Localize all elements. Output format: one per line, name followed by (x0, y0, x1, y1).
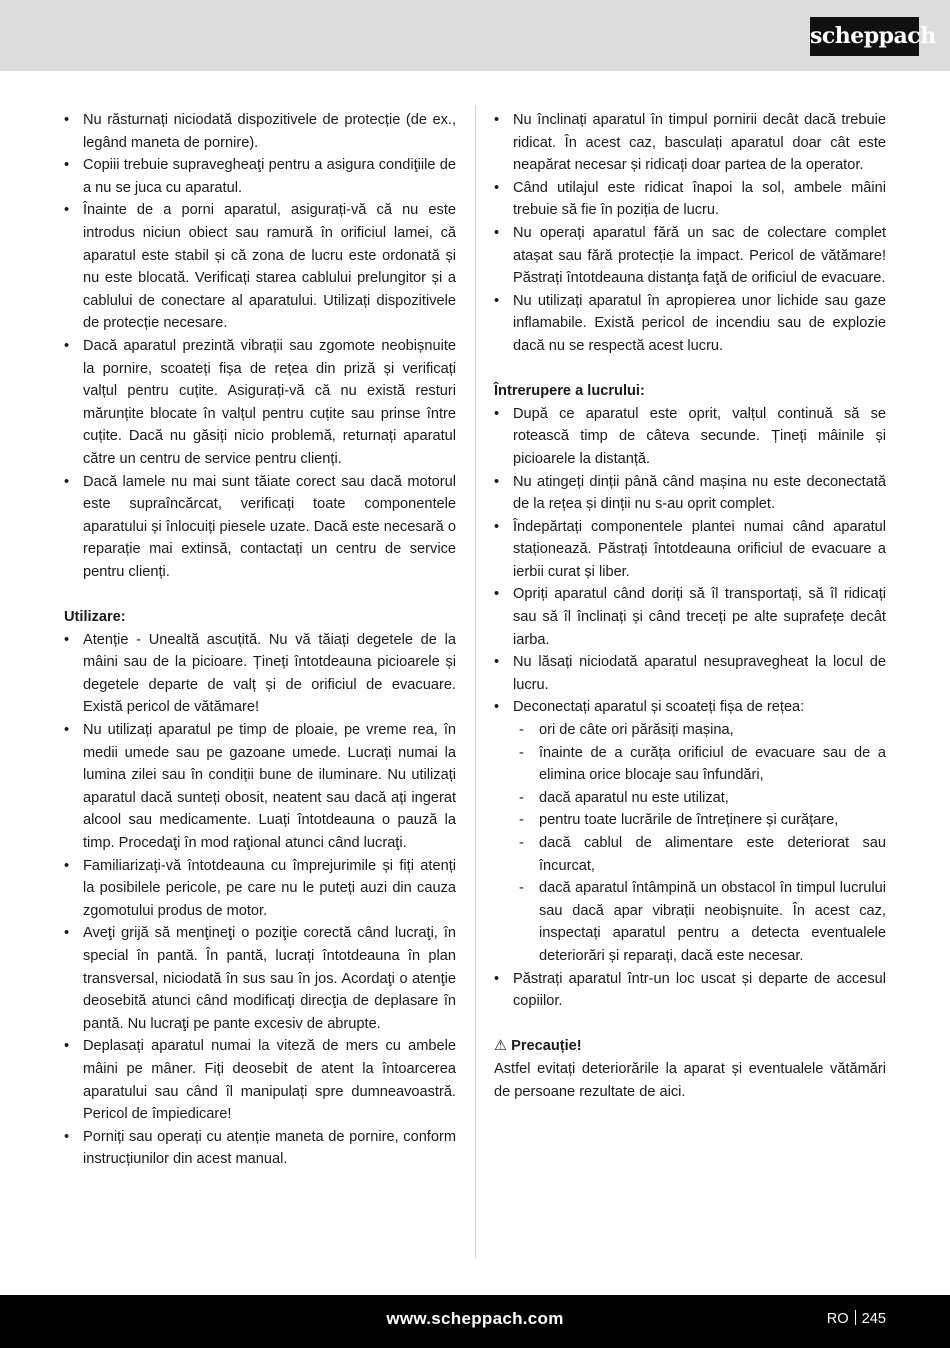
column-divider (475, 105, 476, 1258)
brand-logo: scheppach (810, 17, 919, 56)
caution-text: Astfel evitați deteriorările la aparat și eventualele vătămări de persoane rezultate de aici. (494, 1060, 886, 1100)
list-item: • Atenție - Unealtă ascuțită. Nu vă tăiați degetele de la mâini sau de la picioare. Țineți întotdeauna picioarele și degetele departe de valț și de orificiul de evacuare. Există pericol de vătămare! (64, 629, 456, 719)
list-item: • Deplasați aparatul numai la viteză de mers cu ambele mâini pe mâner. Fiți deosebit de atent la întoarcerea aparatului sau când îl manipulați spre dumneavoastră. Pericol de împiedicare! (64, 1035, 456, 1125)
list-item: • Aveţi grijă să menţineţi o poziţie corectă când lucraţi, în special în pantă. În pantă, lucrați întotdeauna în plan transversal, niciodată în sus sau în jos. Acordaţi o atenţie deosebită atunci când modificaţi direcţia de deplasare în pantă. Nu lucraţi pe pante excesiv de abrupte. (64, 922, 456, 1035)
list-item: • Familiarizați-vă întotdeauna cu împrejurimile și fiți atenți la posibilele pericole, pe care nu le puteți auzi din cauza zgomotului produs de motor. (64, 855, 456, 923)
final-list (494, 968, 886, 1013)
right-column (494, 109, 886, 1103)
warning-triangle-icon: ⚠ (494, 1038, 508, 1055)
sublist-item: - dacă cablul de alimentare este deteriorat sau încurcat, (494, 832, 886, 877)
spacer (64, 583, 456, 606)
page-indicator (827, 1295, 886, 1343)
list-item: • Nu lăsați niciodată aparatul nesupravegheat la locul de lucru. (494, 651, 886, 696)
left-column (64, 109, 456, 1171)
interrupt-list (494, 403, 886, 719)
caution-heading-line (494, 1035, 886, 1058)
sublist-item: - dacă aparatul întâmpină un obstacol în timpul lucrului sau dacă apar vibrații neobișnuite. În acest caz, inspectați aparatul pentru a detecta eventualele deteriorări și reparați, dacă este necesar. (494, 877, 886, 967)
usage-list (64, 629, 456, 1171)
interrupt-heading: Întrerupere a lucrului: (494, 383, 645, 400)
separator (855, 1310, 856, 1325)
list-item: • Înainte de a porni aparatul, asigurați-vă că nu este introdus niciun obiect sau ramură în orificiul lamei, că aparatul este stabil și că zona de lucru este ordonată și nu este blocată. Verificați starea cablului prelungitor și a cablului de conectare al aparatului. Utilizați dispozitivele de protecție necesare. (64, 199, 456, 335)
sublist-item: - dacă aparatul nu este utilizat, (494, 787, 886, 810)
spacer (494, 358, 886, 381)
disconnect-sublist (494, 719, 886, 968)
caution-heading: Precauție! (511, 1038, 582, 1055)
list-item: • Păstrați aparatul într-un loc uscat și departe de accesul copiilor. (494, 968, 886, 1013)
list-item: • Îndepărtați componentele plantei numai când aparatul staționează. Păstrați întotdeauna orificiul de evacuare a ierbii curat și liber. (494, 516, 886, 584)
list-item: • Dacă aparatul prezintă vibrații sau zgomote neobișnuite la pornire, scoateți fișa de rețea din priză și verificați valțul pentru cuțite. Asigurați-vă că nu există resturi mărunțite blocate în valțul pentru cuțite sau prinse între cuțite. Dacă nu găsiți nicio problemă, returnați aparatul către un centru de service pentru clienți. (64, 335, 456, 471)
list-item: • După ce aparatul este oprit, valțul continuă să se rotească timp de câteva secunde. Țineți mâinile și picioarele la distanță. (494, 403, 886, 471)
list-item: • Nu atingeți dinții până când mașina nu este deconectată de la rețea și dinții nu s-au oprit complet. (494, 471, 886, 516)
list-item: • Nu utilizați aparatul în apropierea unor lichide sau gaze inflamabile. Există pericol de incendiu sau de explozie dacă nu se respectă acest lucru. (494, 290, 886, 358)
spacer (494, 1013, 886, 1036)
list-item: • Opriți aparatul când doriți să îl transportați, să îl ridicați sau să îl înclinați și când treceți pe alte suprafețe decât iarba. (494, 583, 886, 651)
list-item: • Nu răsturnați niciodată dispozitivele de protecție (de ex., legând maneta de pornire). (64, 109, 456, 154)
sublist-item: - pentru toate lucrările de întreținere și curățare, (494, 809, 886, 832)
list-item: • Copiii trebuie supravegheaţi pentru a asigura condiţiile de a nu se juca cu aparatul. (64, 154, 456, 199)
header-band (0, 0, 950, 71)
usage-heading: Utilizare: (64, 609, 126, 626)
footer-band (0, 1295, 950, 1348)
safety-list-continued (494, 109, 886, 358)
page-number: 245 (861, 1311, 886, 1327)
safety-list-intro (64, 109, 456, 583)
list-item: • Porniți sau operați cu atenție maneta de pornire, conform instrucțiunilor din acest manual. (64, 1126, 456, 1171)
footer-website-link[interactable]: www.scheppach.com (386, 1309, 564, 1328)
list-item: • Când utilajul este ridicat înapoi la sol, ambele mâini trebuie să fie în poziția de lucru. (494, 177, 886, 222)
list-item: • Dacă lamele nu mai sunt tăiate corect sau dacă motorul este supraîncărcat, verificați toate componentele aparatului și înlocuiți piesele uzate. Dacă este necesară o reparație mai extinsă, contactați un centru de service pentru clienți. (64, 471, 456, 584)
sublist-item: - înainte de a curăța orificiul de evacuare sau de a elimina orice blocaje sau înfundări, (494, 742, 886, 787)
list-item: • Nu înclinați aparatul în timpul pornirii decât dacă trebuie ridicat. În acest caz, basculați aparatul doar cât este neapărat necesar și ridicați doar partea de la operator. (494, 109, 886, 177)
list-item: • Deconectați aparatul și scoateți fișa de rețea: (494, 696, 886, 719)
list-item: • Nu operați aparatul fără un sac de colectare complet atașat sau fără protecție la impact. Pericol de vătămare! Păstrați întotdeauna distanţa faţă de orificiul de evacuare. (494, 222, 886, 290)
language-code: RO (826, 1311, 849, 1327)
sublist-item: - ori de câte ori părăsiți mașina, (494, 719, 886, 742)
list-item: • Nu utilizați aparatul pe timp de ploaie, pe vreme rea, în medii umede sau pe gazoane umede. Lucrați numai la lumina zilei sau în condiții bune de iluminare. Nu utilizați aparatul dacă sunteți obosit, neatent sau dacă ați ingerat alcool sau medicamente. Luați întotdeauna o pauză la timp. Procedaţi în mod raţional atunci când lucraţi. (64, 719, 456, 855)
